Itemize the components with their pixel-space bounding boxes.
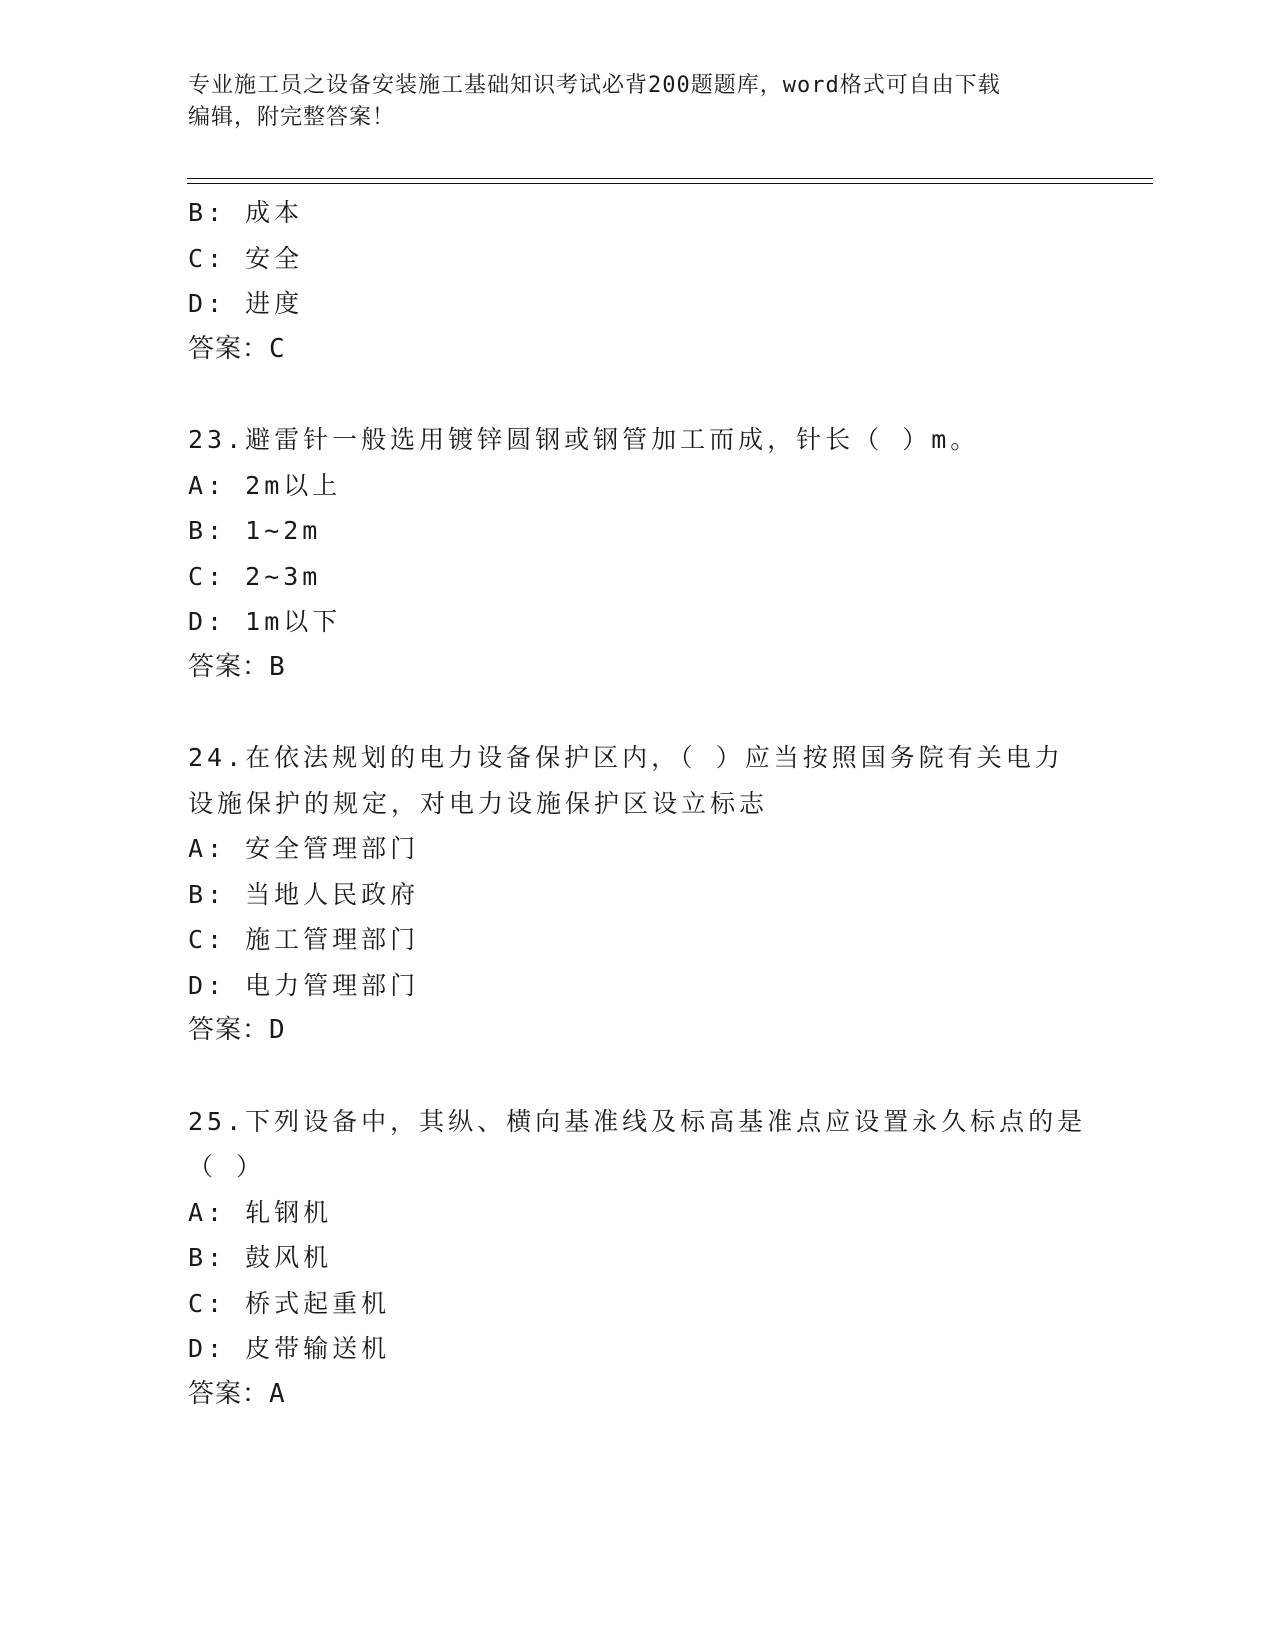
answer-value: B <box>269 651 286 682</box>
question-text-line2: 设施保护的规定，对电力设施保护区设立标志 <box>188 788 769 818</box>
option-a: A: 2m以上 <box>188 470 342 500</box>
header-title-line1: 专业施工员之设备安装施工基础知识考试必背200题题库，word格式可自由下载 <box>188 73 1001 98</box>
answer-value: C <box>269 333 286 364</box>
answer-label: 答案： <box>188 333 270 364</box>
option-c: C: 安全 <box>188 243 304 273</box>
answer-label: 答案： <box>188 651 270 682</box>
question-text: 23.避雷针一般选用镀锌圆钢或钢管加工而成，针长（ ）m。 <box>188 425 980 454</box>
option-b: B: 1~2m <box>188 516 322 545</box>
partial-question <box>188 190 1088 372</box>
question-24 <box>188 735 1088 1054</box>
option-d: D: 进度 <box>188 289 304 318</box>
option-b: B: 当地人民政府 <box>188 879 420 909</box>
answer-line <box>188 327 1088 373</box>
option-c: C: 施工管理部门 <box>188 925 420 954</box>
question-text-line1: 24.在依法规划的电力设备保护区内，（ ）应当按照国务院有关电力 <box>188 743 1064 772</box>
header-divider-bottom <box>187 183 1153 184</box>
option-d: D: 电力管理部门 <box>188 970 420 1000</box>
option-a: A: 安全管理部门 <box>188 834 420 863</box>
answer-line <box>188 1372 1088 1418</box>
document-body <box>188 190 1088 1417</box>
option-a: A: 轧钢机 <box>188 1197 333 1227</box>
answer-line <box>188 1008 1088 1054</box>
question-text-line2: （ ） <box>188 1152 266 1181</box>
option-d: D: 皮带输送机 <box>188 1334 391 1363</box>
header-divider-top <box>187 178 1153 179</box>
question-25 <box>188 1099 1088 1418</box>
question-23 <box>188 417 1088 690</box>
option-c: C: 2~3m <box>188 561 322 591</box>
answer-value: A <box>269 1378 286 1409</box>
answer-label: 答案： <box>188 1378 270 1409</box>
header-title-line2: 编辑，附完整答案！ <box>188 105 396 130</box>
option-b: B: 鼓风机 <box>188 1243 333 1272</box>
option-b: B: 成本 <box>188 198 304 227</box>
answer-label: 答案： <box>188 1015 270 1045</box>
answer-line <box>188 645 1088 691</box>
option-c: C: 桥式起重机 <box>188 1288 391 1318</box>
option-d: D: 1m以下 <box>188 607 342 636</box>
question-text-line1: 25.下列设备中，其纵、横向基准线及标高基准点应设置永久标点的是 <box>188 1106 1087 1136</box>
answer-value: D <box>269 1015 286 1045</box>
document-header <box>188 70 1088 134</box>
